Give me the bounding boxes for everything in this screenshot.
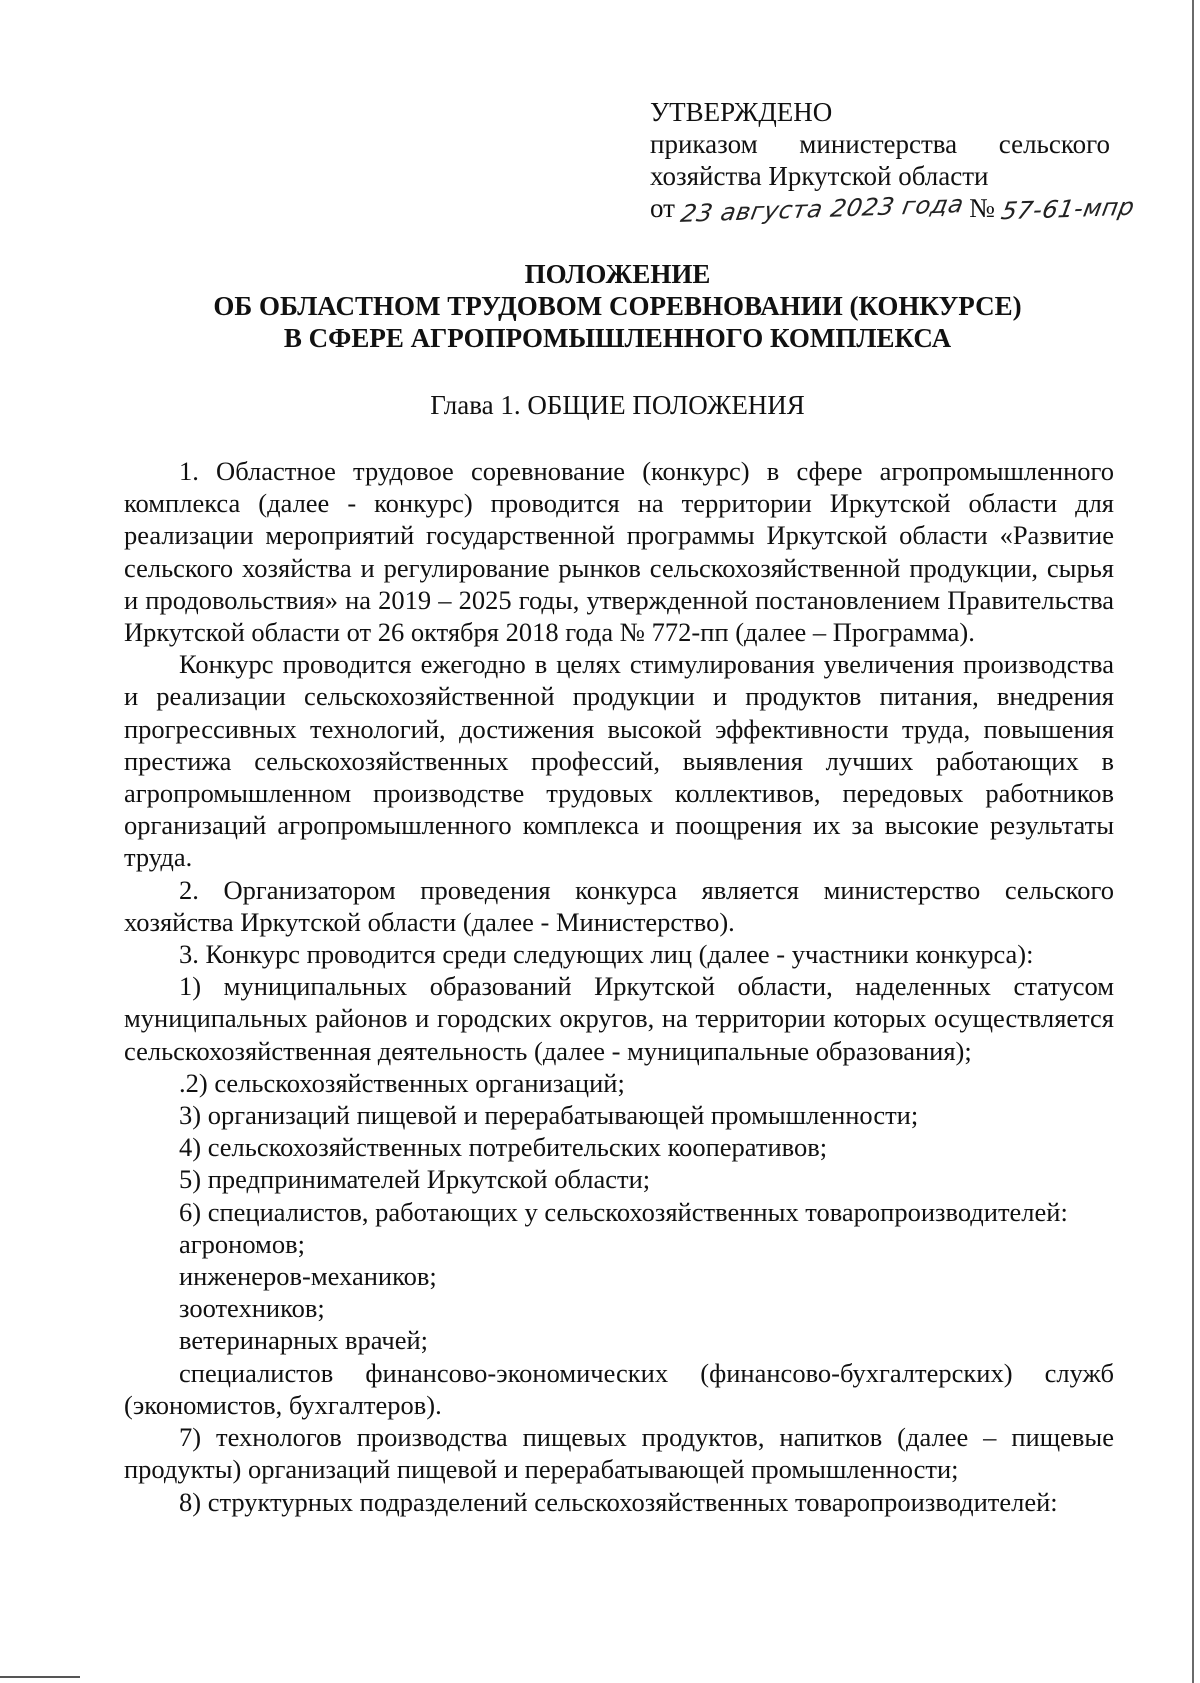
paragraph: 2. Организатором проведения конкурса является министерство сельского хозяйства Иркутской области (далее - Министерство).: [124, 874, 1114, 937]
sub-list-item: специалистов финансово-экономических (финансово-бухгалтерских) служб (экономистов, бухгалтеров).: [124, 1357, 1114, 1420]
handwritten-number: 57-61-мпр: [998, 192, 1137, 226]
approval-number-prefix: №: [969, 193, 995, 223]
title-line-3: В СФЕРЕ АГРОПРОМЫШЛЕННОГО КОМПЛЕКСА: [283, 323, 952, 353]
list-item: 6) специалистов, работающих у сельскохозяйственных товаропроизводителей:: [179, 1196, 1068, 1227]
list-item: 8) структурных подразделений сельскохозяйственных товаропроизводителей:: [179, 1486, 1058, 1517]
list-item: 4) сельскохозяйственных потребительских кооперативов;: [179, 1132, 828, 1163]
approval-from-prefix: от: [650, 193, 675, 223]
list-item: 3) организаций пищевой и перерабатывающей промышленности;: [179, 1100, 919, 1131]
scan-bottom-mark: [0, 1676, 80, 1678]
sub-list-item: агрономов;: [179, 1228, 305, 1259]
sub-list-item: зоотехников;: [179, 1293, 325, 1324]
document-title: [120, 258, 1115, 354]
list-item: 7) технологов производства пищевых продуктов, напитков (далее – пищевые продукты) организаций пищевой и перерабатывающей промышленности;: [124, 1422, 1114, 1485]
list-item: 5) предпринимателей Иркутской области;: [179, 1164, 651, 1195]
list-item: .2) сельскохозяйственных организаций;: [179, 1067, 625, 1098]
sub-list-item: инженеров-механиков;: [179, 1261, 437, 1292]
chapter-heading: Глава 1. ОБЩИЕ ПОЛОЖЕНИЯ: [430, 390, 805, 420]
paragraph: 3. Конкурс проводится среди следующих лиц (далее - участники конкурса):: [179, 939, 1034, 970]
paragraph: 1. Областное трудовое соревнование (конкурс) в сфере агропромышленного комплекса (далее - конкурс) проводится на территории Иркутской области для реализации мероприятий государственной программы Иркутской области «Развитие сельского хозяйства и регулирование рынков сельскохозяйственной продукции, сырья и продовольствия» на 2019 – 2025 годы, утвержденной постановлением Правительства Иркутской области от 26 октября 2018 года № 772-пп (далее – Программа).: [124, 456, 1114, 648]
scan-edge-line: [1192, 0, 1194, 1683]
approval-date-number-line: [650, 190, 1137, 228]
list-item: 1) муниципальных образований Иркутской области, наделенных статусом муниципальных районов и городских округов, на территории которых осуществляется сельскохозяйственная деятельность (далее - муниципальные образования);: [124, 971, 1114, 1066]
approval-order-line: приказом министерства сельского: [650, 129, 1110, 159]
sub-list-item: ветеринарных врачей;: [179, 1325, 429, 1356]
approval-ministry-line: хозяйства Иркутской области: [650, 161, 989, 191]
title-line-1: ПОЛОЖЕНИЕ: [524, 259, 711, 289]
approval-heading: УТВЕРЖДЕНО: [650, 97, 833, 127]
handwritten-date: 23 августа 2023 года: [678, 190, 966, 228]
document-body: [124, 455, 1114, 1518]
approval-stamp-block: [650, 96, 1137, 228]
title-line-2: ОБ ОБЛАСТНОМ ТРУДОВОМ СОРЕВНОВАНИИ (КОНКУРСЕ): [213, 291, 1022, 321]
paragraph: Конкурс проводится ежегодно в целях стимулирования увеличения производства и реализации сельскохозяйственной продукции и продуктов питания, внедрения прогрессивных технологий, достижения высокой эффективности труда, повышения престижа сельскохозяйственных профессий, выявления лучших работающих в агропромышленном производстве трудовых коллективов, передовых работников организаций агропромышленного комплекса и поощрения их за высокие результаты труда.: [124, 649, 1114, 873]
